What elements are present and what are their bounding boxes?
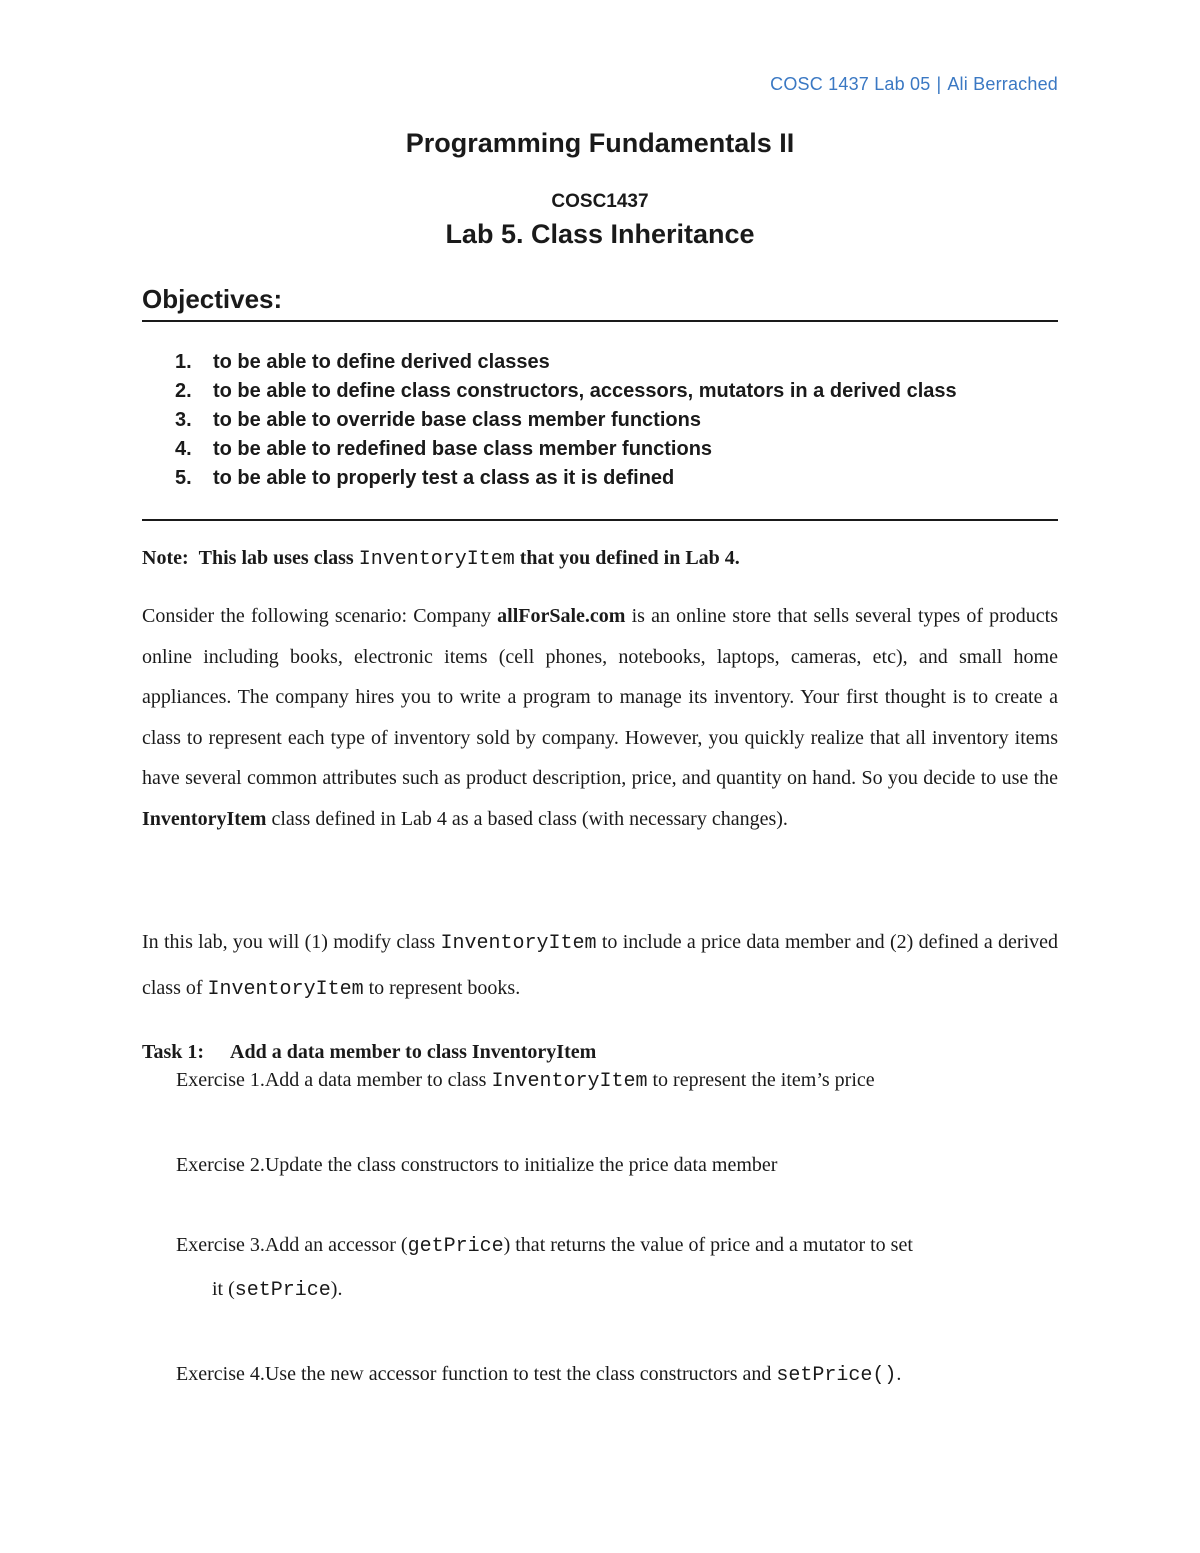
objective-item <box>175 377 957 406</box>
objective-number: 1. <box>175 351 192 373</box>
exercise-code: InventoryItem <box>491 1070 648 1093</box>
lab-title: Lab 5. Class Inheritance <box>445 219 755 249</box>
objective-text: to be able to define derived classes <box>213 351 550 373</box>
exercise-text: Update the class constructors to initialize the price data member <box>264 1154 778 1176</box>
objective-text: to be able to <box>213 409 337 431</box>
note-code: InventoryItem <box>358 548 515 571</box>
objective-text: to be able to <box>213 438 337 460</box>
objective-text-end: base class member functions <box>415 409 701 431</box>
intro-text-mid: to include a price data member and (2) defined a derived class of <box>142 931 1059 999</box>
exercise-text-end: ). <box>330 1278 343 1300</box>
exercise-label: Exercise 1. <box>176 1069 265 1091</box>
objective-item <box>175 348 957 377</box>
objective-text: to be able to properly test a class as it is defined <box>213 467 675 489</box>
objective-item <box>175 406 957 435</box>
exercise-code: setPrice() <box>776 1364 897 1387</box>
objective-emphasis: redefined <box>336 438 427 460</box>
objective-text: to be able to define class constructors, accessors, mutators in a derived class <box>213 380 957 402</box>
intro-paragraph <box>142 920 1058 1012</box>
note-text: This lab uses class <box>198 547 359 569</box>
scenario-text: Consider the following scenario: Company <box>142 605 498 627</box>
task-label: Task 1: <box>142 1041 205 1063</box>
exercise-text: Add a data member to class <box>264 1069 492 1091</box>
exercise-label: Exercise 2. <box>176 1154 265 1176</box>
exercise-text-end: . <box>896 1363 902 1385</box>
scenario-paragraph <box>142 596 1058 840</box>
objective-number: 4. <box>175 438 192 460</box>
document-title: Programming Fundamentals II <box>405 128 795 158</box>
scenario-text-end: class defined in Lab 4 as a based class (with necessary changes). <box>266 807 788 830</box>
intro-text-end: to represent books. <box>363 977 521 999</box>
header-author: Ali Berrached <box>947 74 1058 94</box>
exercise-text: it ( <box>212 1278 235 1300</box>
intro-code: InventoryItem <box>440 932 597 955</box>
scenario-text-mid: is an online store that sells several types of products online including books, electronic items (cell phones, notebooks, laptops, cameras, etc), and small home appliances. The company hires you to write a program to manage its inventory. Your first thought is to create a class to represent each type of inventory sold by company. However, you quickly realize that all inventory items have several common attributes such as product description, price, and quantity on hand. So you decide to use the <box>142 605 1059 790</box>
objective-number: 5. <box>175 467 192 489</box>
exercise-3-continued <box>212 1278 1094 1302</box>
exercise-4 <box>176 1363 1058 1387</box>
class-name: InventoryItem <box>142 807 267 830</box>
objective-item <box>175 464 957 493</box>
intro-text: In this lab, you will (1) modify class <box>142 931 441 953</box>
divider-top <box>142 320 1058 322</box>
note-text-end: that you defined in Lab 4. <box>514 547 740 569</box>
exercise-text: Use the new accessor function to test the class constructors and <box>264 1363 777 1385</box>
exercise-code: setPrice <box>234 1279 331 1302</box>
task-1-heading <box>142 1041 596 1064</box>
exercise-label: Exercise 3. <box>176 1234 265 1256</box>
company-name: allForSale.com <box>497 605 626 627</box>
header-separator: | <box>936 74 942 94</box>
exercise-text-end: to represent the item’s price <box>647 1069 875 1091</box>
exercise-text-mid: ) that returns the value of price and a mutator to set <box>503 1234 913 1256</box>
note-label: Note: <box>142 547 189 569</box>
objective-text-end: base class member functions <box>426 438 713 460</box>
objective-item <box>175 435 957 464</box>
exercise-2 <box>176 1154 1058 1177</box>
intro-code: InventoryItem <box>207 978 364 1001</box>
objective-number: 3. <box>175 409 192 431</box>
exercise-text: Add an accessor ( <box>264 1234 408 1256</box>
objectives-heading: Objectives: <box>142 284 283 314</box>
objective-number: 2. <box>175 380 192 402</box>
objectives-list <box>175 348 957 493</box>
exercise-code: getPrice <box>407 1235 504 1258</box>
page-header <box>770 74 1058 95</box>
course-code: COSC1437 <box>551 191 649 212</box>
lab-note <box>142 547 740 571</box>
exercise-3 <box>176 1234 1058 1258</box>
divider-bottom <box>142 519 1058 521</box>
task-title: Add a data member to class InventoryItem <box>230 1041 597 1063</box>
objective-emphasis: override <box>336 409 416 431</box>
header-course-lab: COSC 1437 Lab 05 <box>770 74 931 94</box>
exercise-1 <box>176 1069 1058 1093</box>
exercise-label: Exercise 4. <box>176 1363 265 1385</box>
